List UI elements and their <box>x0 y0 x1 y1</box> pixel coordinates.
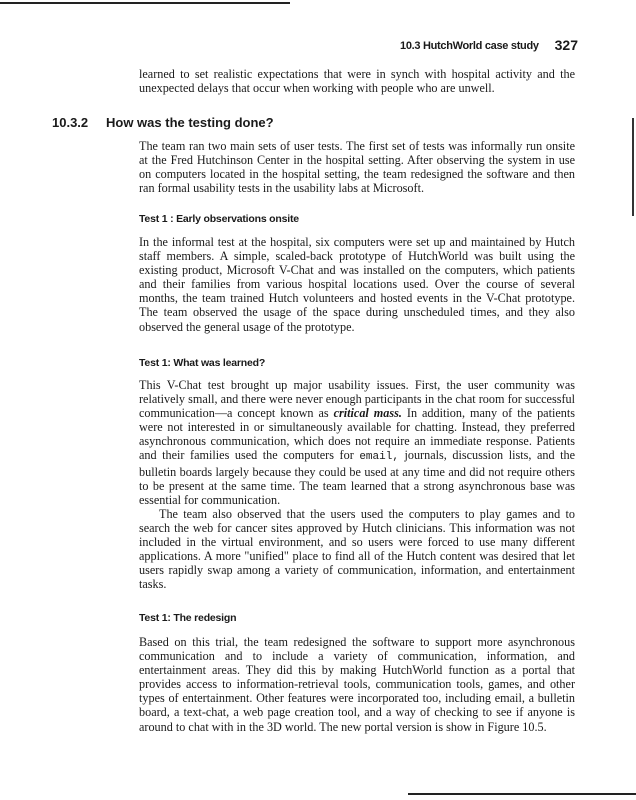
what-was-learned-paragraph-1 <box>139 378 575 507</box>
early-observations-paragraph: In the informal test at the hospital, six computers were set up and maintained by Hutch staff members. A simple, scaled-back prototype of HutchWorld was built using the existing product, Microsoft V-Chat and was installed on the computers, which patients and their families from various hospital locations used. Over the course of several months, the team trained Hutch volunteers and hosted events in the V-Chat prototype. The team observed the usage of the space during unscheduled times, and they also observed the general usage of the prototype. <box>139 235 575 334</box>
subheading-the-redesign: Test 1: The redesign <box>139 612 237 624</box>
right-margin-bar <box>632 118 634 216</box>
intro-paragraph: learned to set realistic expectations that were in synch with hospital activity and the unexpected delays that occur when working with people who are unwell. <box>139 67 575 96</box>
top-rule-line <box>0 2 290 4</box>
running-head-title: 10.3 HutchWorld case study <box>400 40 539 52</box>
bottom-rule-line <box>408 793 636 795</box>
learned-text-middle: In addition, many of the patients were not interested in or simultaneously available for chatting. Instead, they preferred asynchronous communication, which does not require an immediate response. Patients and their families used the computers for <box>139 406 575 463</box>
overview-paragraph: The team ran two main sets of user tests. The first set of tests was informally run onsite at the Fred Hutchinson Center in the hospital setting. After observing the system in use on computers located in the hospital setting, the team redesigned the software and then ran formal usability tests in the usability labs at Microsoft. <box>139 139 575 196</box>
section-heading <box>52 115 572 130</box>
running-head <box>400 38 580 54</box>
what-was-learned-paragraph-2: The team also observed that the users used the computers to play games and to search the web for cancer sites approved by Hutch clinicians. This information was not included in the virtual environment, and so users were forced to use many different applications. A more "unified" place to find all of the Hutch content was desired that let users rapidly swap among a variety of communication, information, and entertainment tasks. <box>139 507 575 592</box>
section-title: How was the testing done? <box>106 115 274 130</box>
page-number: 327 <box>554 37 578 53</box>
section-number: 10.3.2 <box>52 115 89 130</box>
redesign-paragraph: Based on this trial, the team redesigned the software to support more asynchronous communication and to include a variety of communication, information, and entertainment areas. They did this by making HutchWorld function as a portal that provides access to information-retrieval tools, communication tools, games, and other types of entertainment. Other features were incorporated too, including email, a bulletin board, a text-chat, a web page creation tool, and a way of checking to see if anyone is around to chat with in the 3D world. The new portal version is show in Figure 10.5. <box>139 635 575 734</box>
learned-text-start: This V-Chat test brought up major usability issues. First, the user community was relatively small, and there were never enough participants in the chat room for successful communication—a concept known as <box>139 378 575 421</box>
subheading-what-was-learned: Test 1: What was learned? <box>139 357 266 369</box>
term-critical-mass: critical mass. <box>333 406 402 421</box>
email-word: email, <box>359 451 399 464</box>
learned-text-end: journals, discussion lists, and the bulletin boards largely because they could be used at any time and did not require others to be present at the same time. The team learned that a strong asynchronous base was essential for communication. <box>139 448 575 507</box>
subheading-early-observations: Test 1 : Early observations onsite <box>139 213 299 225</box>
